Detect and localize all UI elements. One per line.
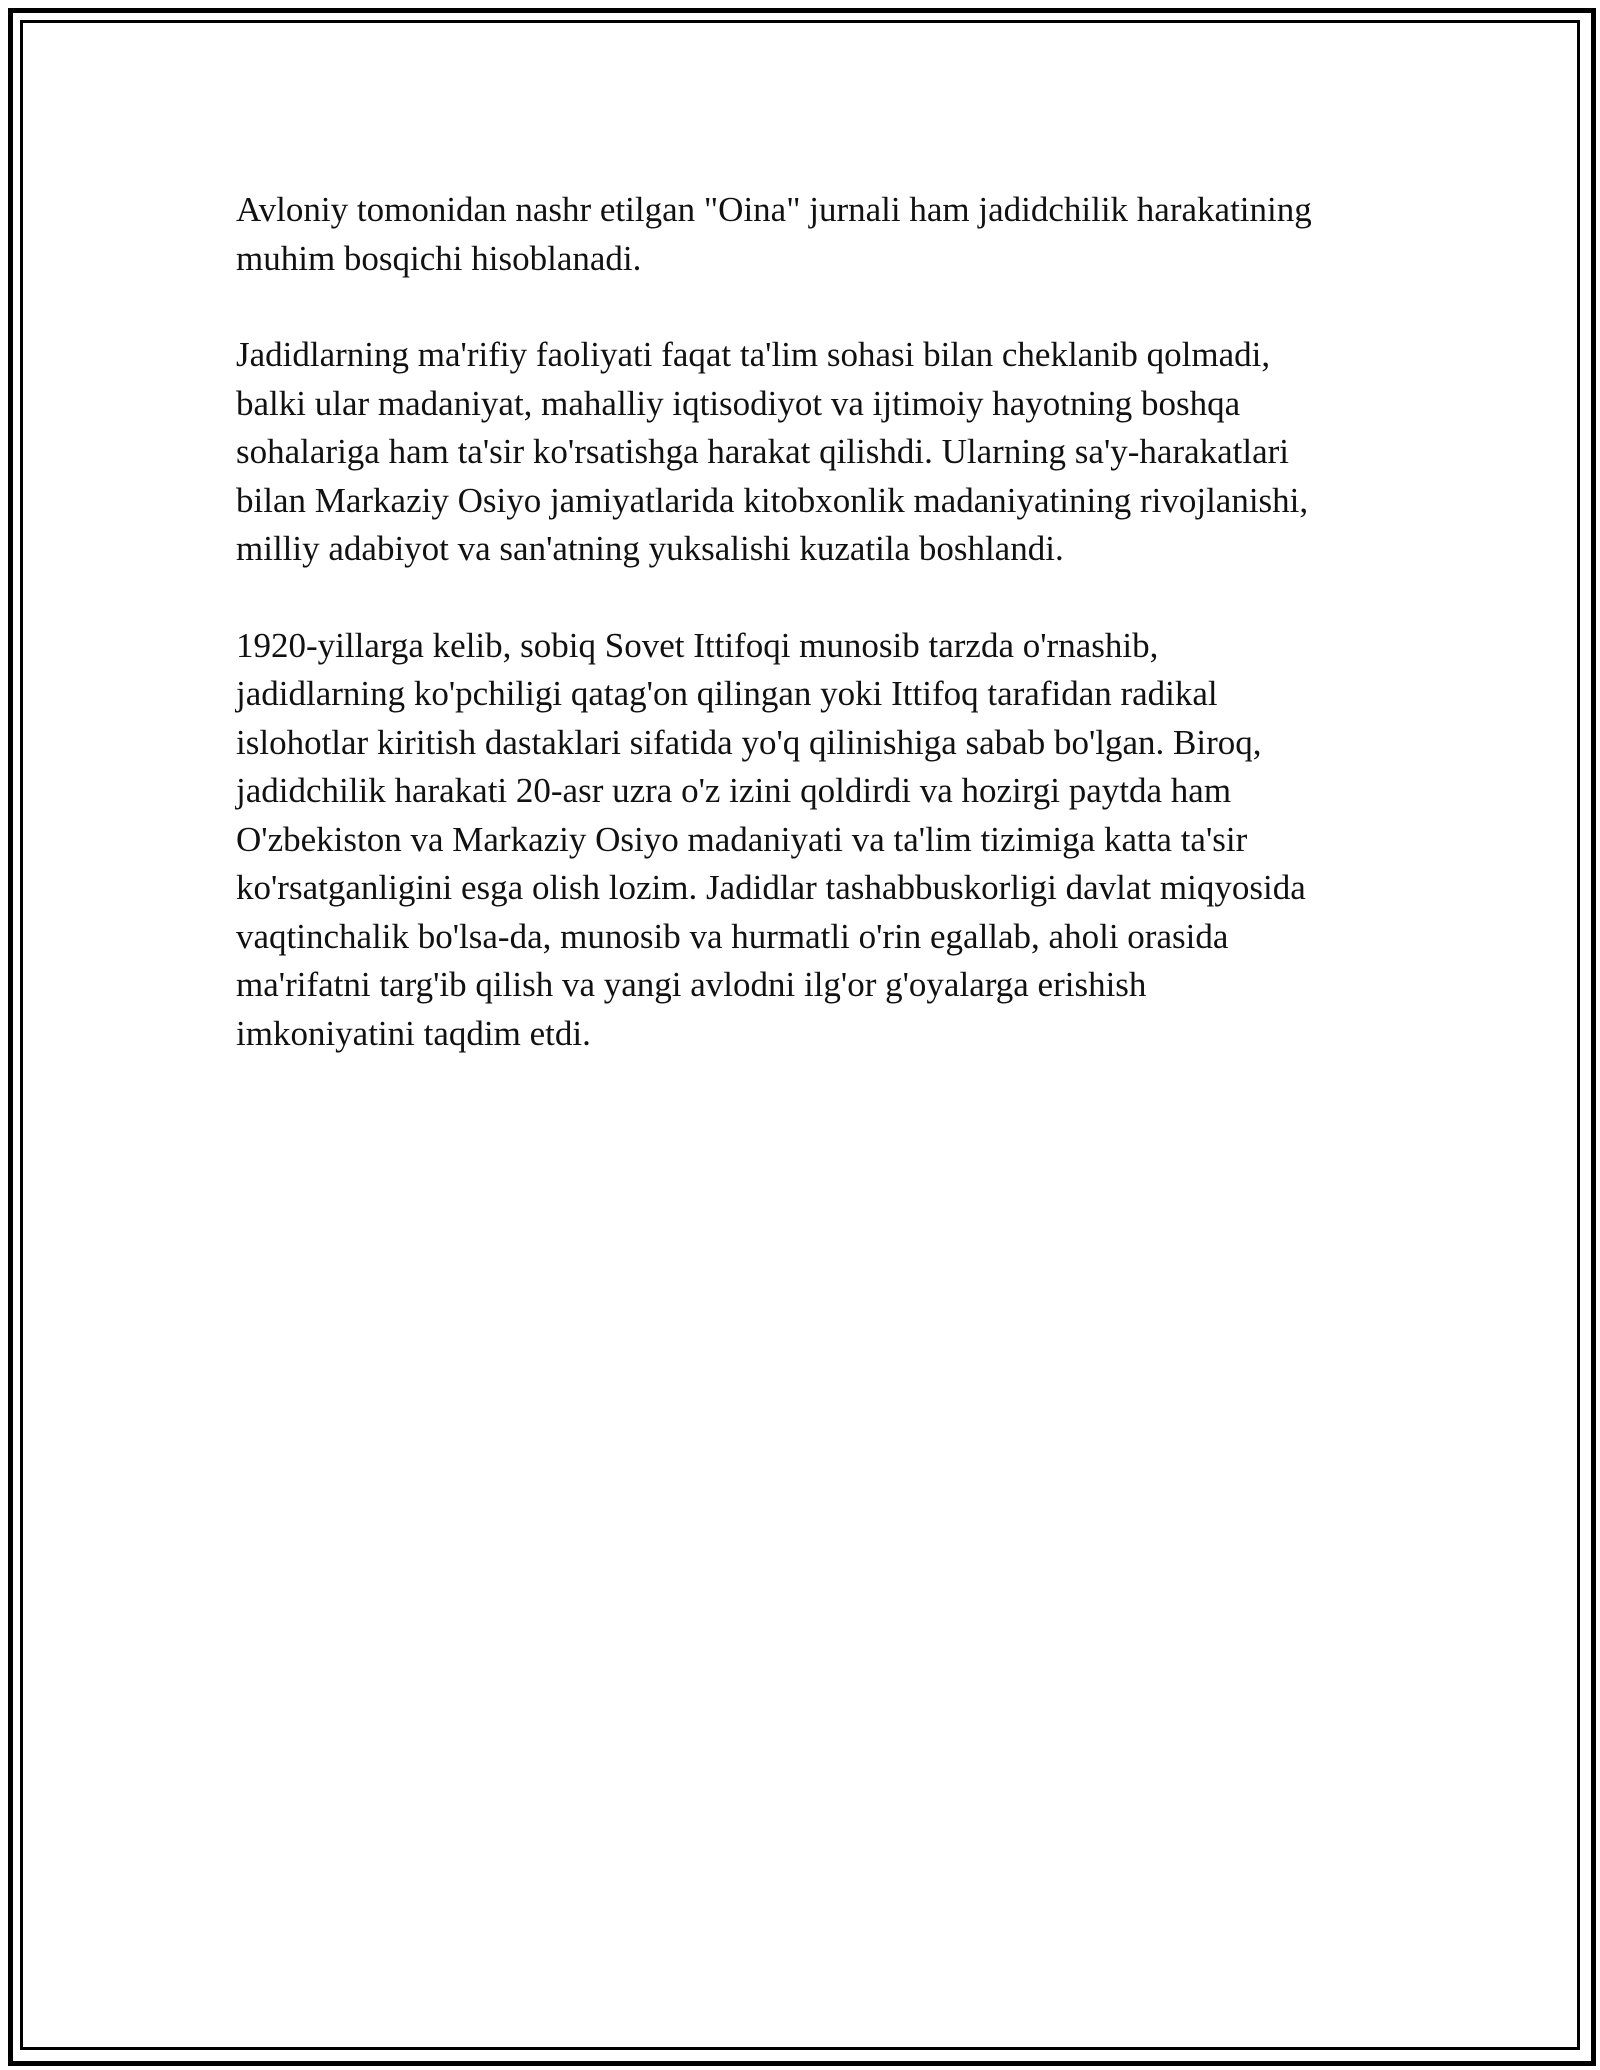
text-line: jadidlarning ko'pchiligi qatag'on qilingan yoki Ittifoq tarafidan radikal [236,674,1218,713]
text-line: Jadidlarning ma'rifiy faoliyati faqat ta'lim sohasi bilan cheklanib qolmadi, [236,335,1271,374]
text-line: ko'rsatganligini esga olish lozim. Jadidlar tashabbuskorligi davlat miqyosida [236,868,1306,907]
text-line: milliy adabiyot va san'atning yuksalishi kuzatila boshlandi. [236,529,1064,568]
text-line: Avloniy tomonidan nashr etilgan "Oina" jurnali ham jadidchilik harakatining [236,190,1312,229]
text-line: vaqtinchalik bo'lsa-da, munosib va hurmatli o'rin egallab, aholi orasida [236,916,1229,956]
text-line: sohalariga ham ta'sir ko'rsatishga harakat qilishdi. Ularning sa'y-harakatlari [236,432,1290,471]
document-body [236,186,1386,1106]
text-line: muhim bosqichi hisoblanadi. [236,238,642,278]
text-line: bilan Markaziy Osiyo jamiyatlarida kitobxonlik madaniyatining rivojlanishi, [236,480,1309,520]
paragraph-educational-activity [236,331,1386,574]
text-line: 1920-yillarga kelib, sobiq Sovet Ittifoqi munosib tarzda o'rnashib, [236,625,1159,665]
text-line: jadidchilik harakati 20-asr uzra o'z izini qoldirdi va hozirgi paytda ham [236,771,1232,810]
paragraph-1920s [236,622,1386,1059]
text-line: islohotlar kiritish dastaklari sifatida yo'q qilinishiga sabab bo'lgan. Biroq, [236,722,1262,762]
text-line: imkoniyatini taqdim etdi. [236,1013,591,1053]
text-line: balki ular madaniyat, mahalliy iqtisodiyot va ijtimoiy hayotning boshqa [236,383,1241,423]
paragraph-oina-journal [236,186,1386,283]
text-line: ma'rifatni targ'ib qilish va yangi avlodni ilg'or g'oyalarga erishish [236,965,1147,1004]
text-line: O'zbekiston va Markaziy Osiyo madaniyati va ta'lim tizimiga katta ta'sir [236,819,1248,859]
